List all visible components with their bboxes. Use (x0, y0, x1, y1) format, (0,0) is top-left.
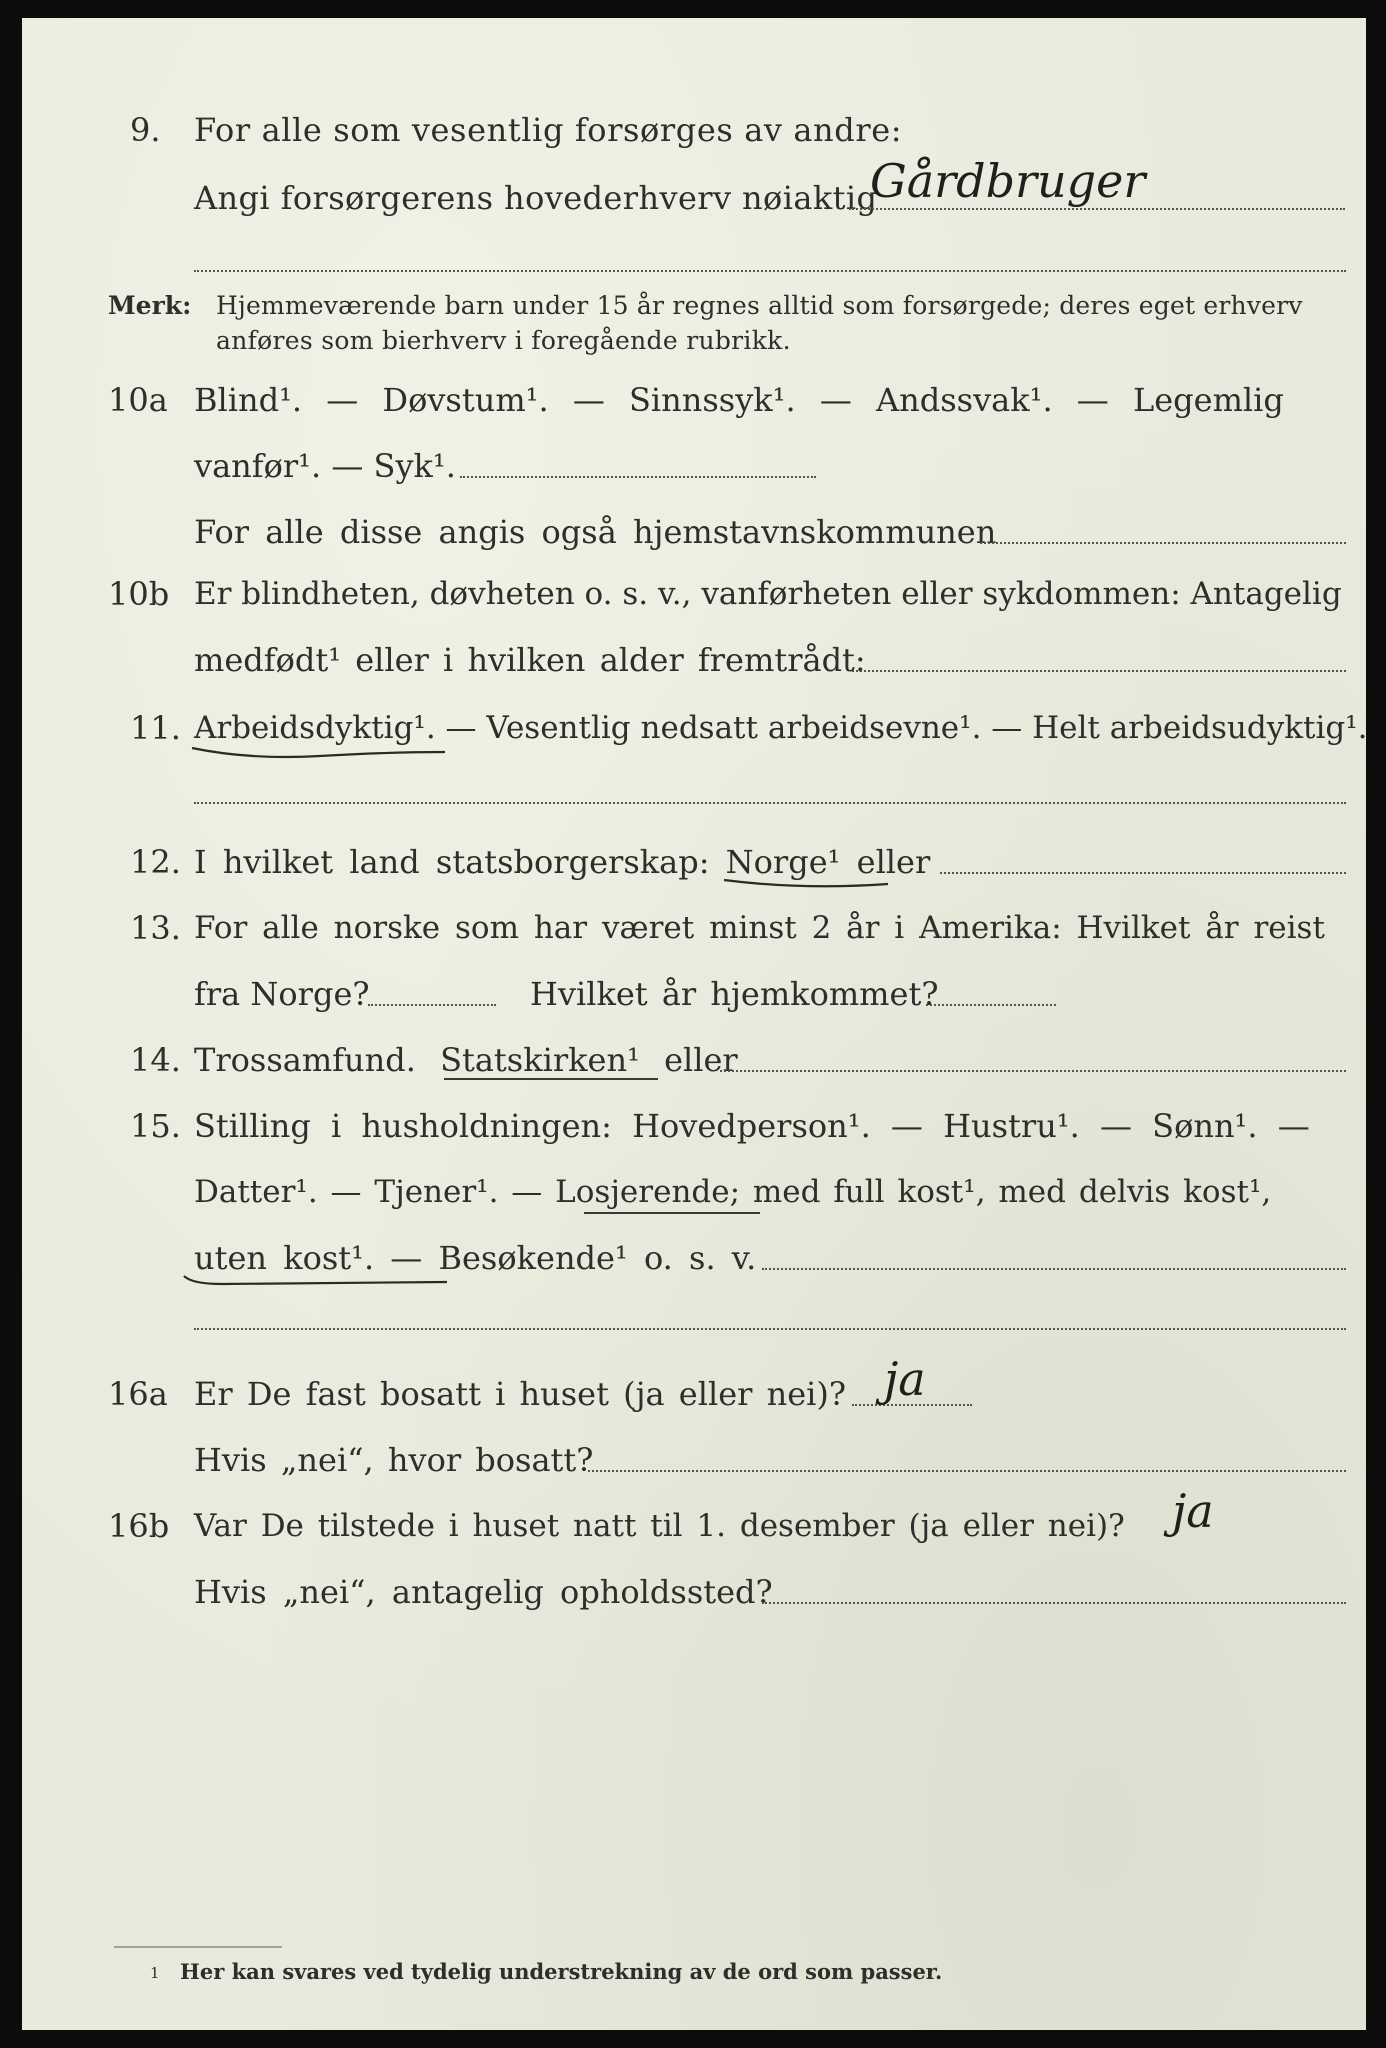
q10b-line2: medfødt¹ eller i hvilken alder fremtrådt: (194, 641, 866, 679)
footnote-rule (114, 1946, 282, 1948)
q10a-line3: For alle disse angis også hjemstavnskommunen (194, 513, 997, 551)
q16b-line1: Var De tilstede i huset natt til 1. desember (ja eller nei)? (194, 1508, 1125, 1544)
merk-label: Merk: (108, 291, 192, 320)
q14-number: 14. (130, 1041, 181, 1079)
q14-answer-dots (720, 1070, 1346, 1072)
q14-handwritten-underline (444, 1078, 658, 1080)
q16b-number: 16b (108, 1507, 170, 1545)
q15-line2: Datter¹. — Tjener¹. — Losjerende; med full kost¹, med delvis kost¹, (194, 1174, 1272, 1210)
q15-line1: Stilling i husholdningen: Hovedperson¹. — Hustru¹. — Sønn¹. — (194, 1107, 1310, 1145)
q10b-line1: Er blindheten, døvheten o. s. v., vanførheten eller sykdommen: Antagelig (194, 576, 1342, 612)
q15-extra-dotted-line (194, 1328, 1346, 1330)
q12-answer-dots (940, 872, 1346, 874)
q10b-number: 10b (108, 575, 170, 613)
q9-answer-handwritten: Gårdbruger (870, 154, 1146, 208)
q16a-line2: Hvis „nei“, hvor bosatt? (194, 1441, 594, 1479)
q10a-line1: Blind¹. — Døvstum¹. — Sinnssyk¹. — Andssvak¹. — Legemlig (194, 381, 1284, 419)
q9-line1: For alle som vesentlig forsørges av andre: (194, 111, 903, 149)
q13-line1: For alle norske som har været minst 2 år i Amerika: Hvilket år reist (194, 910, 1325, 946)
q15-losjerende-underline (584, 1212, 760, 1214)
q15-answer-dots (762, 1268, 1346, 1270)
q9-answer-line (849, 208, 1345, 210)
q12-line1: I hvilket land statsborgerskap: Norge¹ eller (194, 843, 931, 881)
footnote-mark: 1 (150, 1964, 160, 1982)
q13-year-returned-dots (926, 1004, 1056, 1006)
merk-line1: Hjemmeværende barn under 15 år regnes alltid som forsørgede; deres eget erhverv (216, 291, 1303, 320)
q13-year-left-dots (368, 1004, 496, 1006)
q11-extra-dotted-line (194, 802, 1346, 804)
q9-line2: Angi forsørgerens hovederhverv nøiaktig (194, 179, 878, 217)
q16a-number: 16a (108, 1375, 168, 1413)
q11-line1: Arbeidsdyktig¹. — Vesentlig nedsatt arbeidsevne¹. — Helt arbeidsudyktig¹. (194, 710, 1368, 746)
q16b-answer-handwritten: ja (1172, 1484, 1214, 1538)
q15-number: 15. (130, 1107, 181, 1145)
q9-extra-dotted-line (194, 270, 1346, 272)
q10b-line2-dots (852, 670, 1346, 672)
q13-number: 13. (130, 909, 181, 947)
q10a-line2-dots (460, 476, 816, 478)
q10a-line2: vanfør¹. — Syk¹. (194, 447, 456, 485)
census-form-page (22, 18, 1366, 2030)
q14-line1: Trossamfund. Statskirken¹ eller (194, 1041, 738, 1079)
q12-handwritten-underline (722, 876, 892, 896)
q16a-answer-handwritten: ja (884, 1352, 926, 1406)
footnote-text: Her kan svares ved tydelig understrekning av de ord som passer. (180, 1959, 943, 1984)
q15-uten-kost-underline (182, 1272, 452, 1294)
q9-number: 9. (130, 111, 161, 149)
q16a-line1: Er De fast bosatt i huset (ja eller nei)? (194, 1375, 847, 1413)
q10a-number: 10a (108, 381, 168, 419)
q16a-line2-dots (588, 1470, 1346, 1472)
q15-line3: uten kost¹. — Besøkende¹ o. s. v. (194, 1239, 757, 1277)
q10a-line3-dots (980, 542, 1346, 544)
q13-line2b: Hvilket år hjemkommet? (530, 975, 939, 1013)
q16b-line2: Hvis „nei“, antagelig opholdssted? (194, 1573, 773, 1611)
merk-line2: anføres som bierhverv i foregående rubrikk. (216, 326, 791, 355)
q12-number: 12. (130, 843, 181, 881)
q11-handwritten-underline (190, 742, 450, 766)
q13-line2a: fra Norge? (194, 975, 370, 1013)
q11-number: 11. (130, 709, 181, 747)
q16b-line2-dots (762, 1602, 1346, 1604)
